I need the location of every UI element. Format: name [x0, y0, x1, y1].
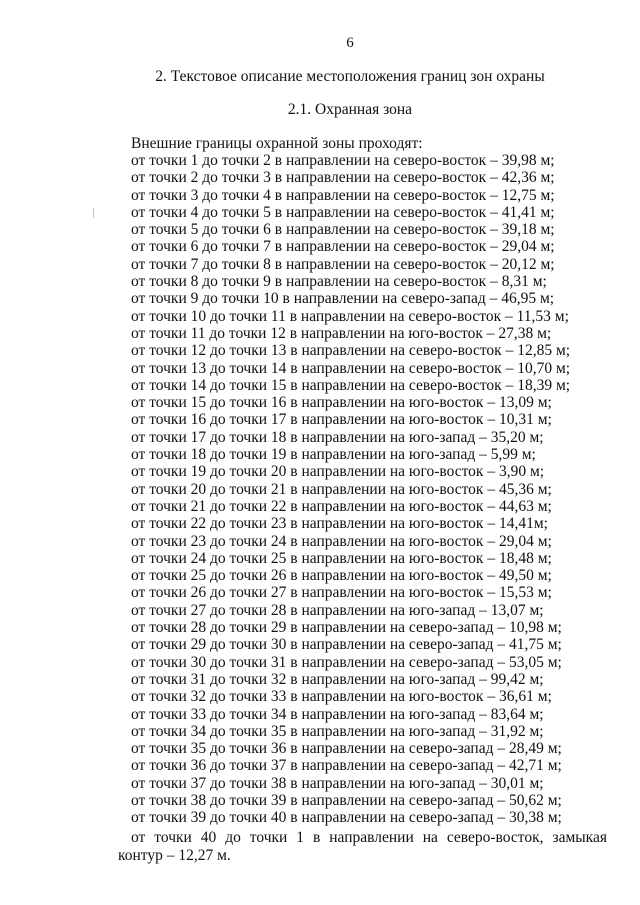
- intro-paragraph: Внешние границы охранной зоны проходят:: [131, 135, 423, 152]
- boundary-segment-line: от точки 26 до точки 27 в направлении на юго-восток – 15,53 м;: [131, 584, 552, 602]
- section-title: 2. Текстовое описание местоположения границ зон охраны: [155, 68, 545, 85]
- boundary-segment-line: от точки 31 до точки 32 в направлении на юго-запад – 99,42 м;: [131, 670, 544, 688]
- boundary-segment-line: от точки 6 до точки 7 в направлении на северо-восток – 29,04 м;: [131, 238, 555, 256]
- boundary-segment-line: от точки 7 до точки 8 в направлении на северо-восток – 20,12 м;: [131, 255, 555, 273]
- boundary-segment-line: от точки 19 до точки 20 в направлении на юго-восток – 3,90 м;: [131, 463, 545, 481]
- boundary-segment-line: от точки 15 до точки 16 в направлении на юго-восток – 13,09 м;: [131, 394, 552, 412]
- boundary-segment-line: от точки 14 до точки 15 в направлении на северо-восток – 18,39 м;: [131, 376, 571, 394]
- boundary-segment-line: от точки 34 до точки 35 в направлении на юго-запад – 31,92 м;: [131, 722, 544, 740]
- page-number: 6: [346, 35, 354, 51]
- boundary-segment-line: от точки 21 до точки 22 в направлении на юго-восток – 44,63 м;: [131, 497, 552, 515]
- boundary-segment-line: от точки 4 до точки 5 в направлении на северо-восток – 41,41 м;: [131, 203, 555, 221]
- boundary-segment-line: от точки 13 до точки 14 в направлении на северо-восток – 10,70 м;: [131, 359, 571, 377]
- boundary-segment-line: от точки 37 до точки 38 в направлении на юго-запад – 30,01 м;: [131, 774, 544, 792]
- boundary-segment-line: от точки 3 до точки 4 в направлении на северо-восток – 12,75 м;: [131, 186, 555, 204]
- subsection-title: 2.1. Охранная зона: [287, 101, 413, 118]
- boundary-segment-line: от точки 22 до точки 23 в направлении на юго-восток – 14,41м;: [131, 515, 548, 533]
- boundary-segment-line: от точки 16 до точки 17 в направлении на юго-восток – 10,31 м;: [131, 411, 552, 429]
- boundary-segment-line: от точки 12 до точки 13 в направлении на северо-восток – 12,85 м;: [131, 342, 571, 360]
- boundary-segment-line: от точки 38 до точки 39 в направлении на северо-запад – 50,62 м;: [131, 791, 562, 809]
- closing-paragraph: [118, 829, 607, 864]
- boundary-segment-line: от точки 9 до точки 10 в направлении на северо-запад – 46,95 м;: [131, 290, 555, 308]
- boundary-segment-line: от точки 2 до точки 3 в направлении на северо-восток – 42,36 м;: [131, 169, 555, 187]
- margin-mark: [93, 208, 94, 218]
- boundary-segment-line: от точки 28 до точки 29 в направлении на северо-запад – 10,98 м;: [131, 619, 562, 637]
- boundary-segment-list: [131, 152, 570, 827]
- boundary-segment-line: от точки 23 до точки 24 в направлении на юго-восток – 29,04 м;: [131, 532, 552, 550]
- boundary-segment-line: от точки 36 до точки 37 в направлении на северо-запад – 42,71 м;: [131, 757, 562, 775]
- boundary-segment-line: от точки 5 до точки 6 в направлении на северо-восток – 39,18 м;: [131, 221, 555, 239]
- boundary-segment-line: от точки 33 до точки 34 в направлении на юго-запад – 83,64 м;: [131, 705, 544, 723]
- boundary-segment-line: от точки 39 до точки 40 в направлении на северо-запад – 30,38 м;: [131, 809, 562, 827]
- boundary-segment-line: от точки 25 до точки 26 в направлении на юго-восток – 49,50 м;: [131, 567, 552, 585]
- boundary-segment-line: от точки 27 до точки 28 в направлении на юго-запад – 13,07 м;: [131, 601, 544, 619]
- boundary-segment-line: от точки 11 до точки 12 в направлении на юго-восток – 27,38 м;: [131, 324, 552, 342]
- boundary-segment-line: от точки 10 до точки 11 в направлении на северо-восток – 11,53 м;: [131, 307, 569, 325]
- boundary-segment-line: от точки 32 до точки 33 в направлении на юго-восток – 36,61 м;: [131, 688, 552, 706]
- boundary-segment-line: от точки 8 до точки 9 в направлении на северо-восток – 8,31 м;: [131, 273, 547, 291]
- boundary-segment-line: от точки 30 до точки 31 в направлении на северо-запад – 53,05 м;: [131, 653, 562, 671]
- boundary-segment-line: от точки 20 до точки 21 в направлении на юго-восток – 45,36 м;: [131, 480, 552, 498]
- boundary-segment-line: от точки 18 до точки 19 в направлении на юго-запад – 5,99 м;: [131, 446, 536, 464]
- closing-line: контур – 12,27 м.: [118, 846, 231, 864]
- boundary-segment-line: от точки 1 до точки 2 в направлении на северо-восток – 39,98 м;: [131, 152, 555, 169]
- closing-line: от точки 40 до точки 1 в направлении на северо-восток, замыкая: [131, 829, 607, 846]
- boundary-segment-line: от точки 29 до точки 30 в направлении на северо-запад – 41,75 м;: [131, 636, 562, 654]
- boundary-segment-line: от точки 35 до точки 36 в направлении на северо-запад – 28,49 м;: [131, 740, 562, 758]
- boundary-segment-line: от точки 24 до точки 25 в направлении на юго-восток – 18,48 м;: [131, 549, 552, 567]
- boundary-segment-line: от точки 17 до точки 18 в направлении на юго-запад – 35,20 м;: [131, 428, 544, 446]
